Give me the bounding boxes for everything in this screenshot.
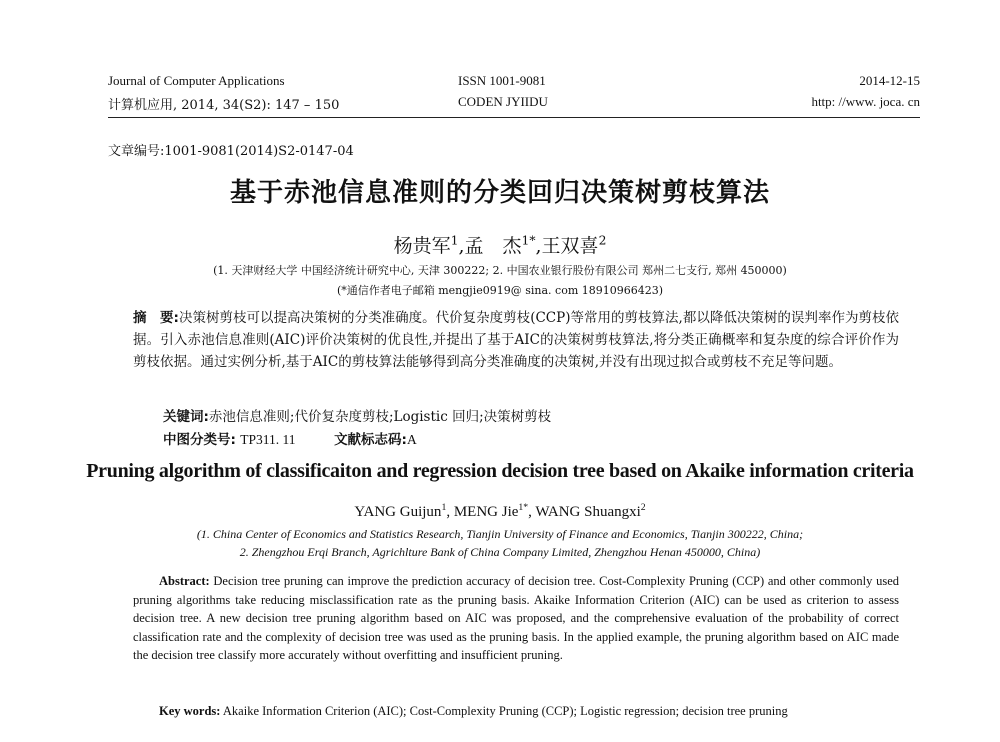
author-1-cn: 杨贵军 — [393, 235, 451, 257]
abstract-en-text: Decision tree pruning can improve the prediction accuracy of decision tree. Cost-Complexity Pruning (CCP) and other commonly used pruning algorithms take reducing misclassification rate as the pruning basis. Akaike Information Criterion (AIC) can be used as criterion to assess decision tree. A new decision tree pruning algorithm based on AIC was proposed, and the comprehensive evaluation of the probability of correct classification rate and the complexity of decision tree was used as the pruning basis. In the applied example, the pruning algorithm based on AIC made the decision tree classify more accurately without overfitting and insufficient pruning. — [133, 574, 899, 663]
journal-name-en: Journal of Computer Applications — [108, 73, 285, 88]
issn: ISSN 1001-9081 — [458, 73, 546, 88]
author-1-en-sup: 1 — [441, 502, 447, 513]
doc-code-value: A — [406, 432, 417, 447]
authors-en — [0, 502, 1000, 521]
author-1-sup: 1 — [450, 233, 459, 248]
title-en: Pruning algorithm of classificaiton and regression decision tree based on Akaike information criteria — [86, 460, 914, 482]
author-3-en: , WANG Shuangxi — [528, 504, 641, 520]
header-rule — [108, 117, 920, 118]
doc-code-label: 文献标志码: — [334, 432, 407, 448]
journal-citation-cn: 计算机应用, 2014, 34(S2): 147 – 150 — [108, 98, 340, 113]
abstract-cn-text: 决策树剪枝可以提高决策树的分类准确度。代价复杂度剪枝(CCP)等常用的剪枝算法,都以降低决策树的误判率作为剪枝依据。引入赤池信息准则(AIC)评价决策树的优良性,并提出了基于AIC的决策树剪枝算法,将分类正确概率和复杂度的综合评价作为剪枝依据。通过实例分析,基于AIC的剪枝算法能够得到高分类准确度的决策树,并没有出现过拟合或剪枝不充足等问题。 — [133, 310, 899, 370]
coden: CODEN JYIIDU — [458, 94, 548, 109]
author-2-cn: ,孟 杰 — [458, 235, 522, 257]
keywords-en-label: Key words: — [159, 704, 221, 718]
affiliation-en-line-1: (1. China Center of Economics and Statistics Research, Tianjin University of Finance and Economics, Tianjin 300222, China; — [196, 527, 804, 541]
keywords-cn-text: 赤池信息准则;代价复杂度剪枝;Logistic 回归;决策树剪枝 — [208, 409, 552, 425]
abstract-en — [133, 572, 899, 665]
author-2-sup: 1* — [521, 233, 536, 248]
abstract-cn-label: 摘 要: — [133, 310, 179, 326]
publication-date: 2014-12-15 — [859, 73, 920, 88]
author-2-en-sup: 1* — [518, 502, 529, 513]
keywords-cn-label: 关键词: — [163, 409, 209, 425]
abstract-cn — [133, 307, 899, 373]
author-3-sup: 2 — [598, 233, 607, 248]
affiliation-cn: (1. 天津财经大学 中国经济统计研究中心, 天津 300222; 2. 中国农业银行股份有限公司 郑州二七支行, 郑州 450000) — [213, 264, 787, 277]
author-1-en: YANG Guijun — [354, 504, 442, 520]
keywords-en — [159, 704, 788, 719]
article-number: 文章编号:1001-9081(2014)S2-0147-04 — [108, 144, 354, 159]
author-3-en-sup: 2 — [640, 502, 646, 513]
correspondence-cn: (*通信作者电子邮箱 mengjie0919@ sina. com 18910966423) — [336, 284, 664, 297]
author-3-cn: ,王双喜 — [535, 235, 599, 257]
affiliation-en-line-2: 2. Zhengzhou Erqi Branch, Agrichlture Bank of China Company Limited, Zhengzhou Henan 450000, China) — [239, 545, 761, 559]
classification-cn — [163, 428, 417, 448]
authors-cn — [0, 231, 1000, 258]
journal-url[interactable]: http: //www. joca. cn — [811, 94, 920, 109]
author-2-en: , MENG Jie — [446, 504, 519, 520]
clc-value: TP311. 11 — [240, 432, 296, 447]
abstract-en-label: Abstract: — [159, 574, 210, 588]
keywords-cn — [163, 405, 551, 425]
clc-label: 中图分类号: — [163, 432, 236, 448]
title-cn: 基于赤池信息准则的分类回归决策树剪枝算法 — [229, 178, 770, 208]
keywords-en-text: Akaike Information Criterion (AIC); Cost-Complexity Pruning (CCP); Logistic regression; decision tree pruning — [222, 704, 788, 718]
